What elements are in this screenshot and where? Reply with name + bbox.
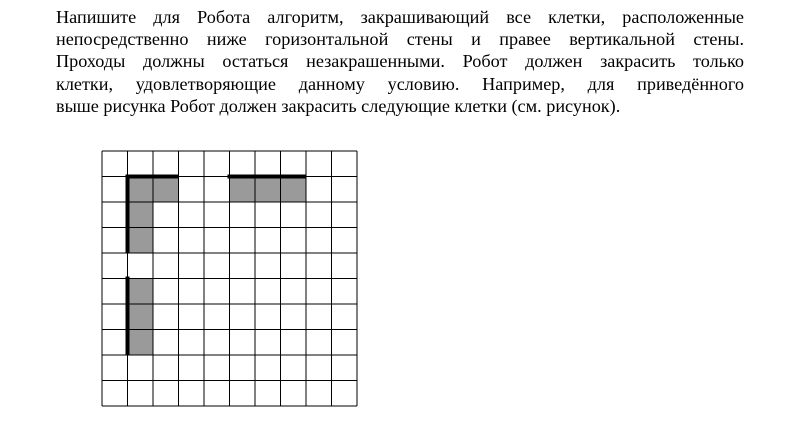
filled-cell xyxy=(153,177,179,203)
task-line-3: Проходы должны остаться незакрашенными. Робот должен закрасить только xyxy=(56,51,744,72)
task-text xyxy=(56,6,744,117)
filled-cell xyxy=(128,228,154,254)
task-line-1: Напишите для Робота алгоритм, закрашивающий все клетки, расположенные xyxy=(56,7,744,27)
robot-field-grid xyxy=(102,151,357,406)
filled-cell xyxy=(128,304,154,330)
robot-field-figure xyxy=(102,151,357,406)
task-line-4: клетки, удовлетворяющие данному условию. Например, для приведённого xyxy=(56,73,744,94)
filled-cell xyxy=(128,279,154,305)
filled-cell xyxy=(128,177,154,203)
task-line-5: выше рисунка Робот должен закрасить следующие клетки (см. рисунок). xyxy=(56,95,621,116)
filled-cell xyxy=(230,177,256,203)
filled-cell xyxy=(128,202,154,228)
filled-cell xyxy=(281,177,307,203)
filled-cell xyxy=(255,177,281,203)
filled-cell xyxy=(128,330,154,356)
task-line-2: непосредственно ниже горизонтальной стены и правее вертикальной стены. xyxy=(56,29,744,50)
